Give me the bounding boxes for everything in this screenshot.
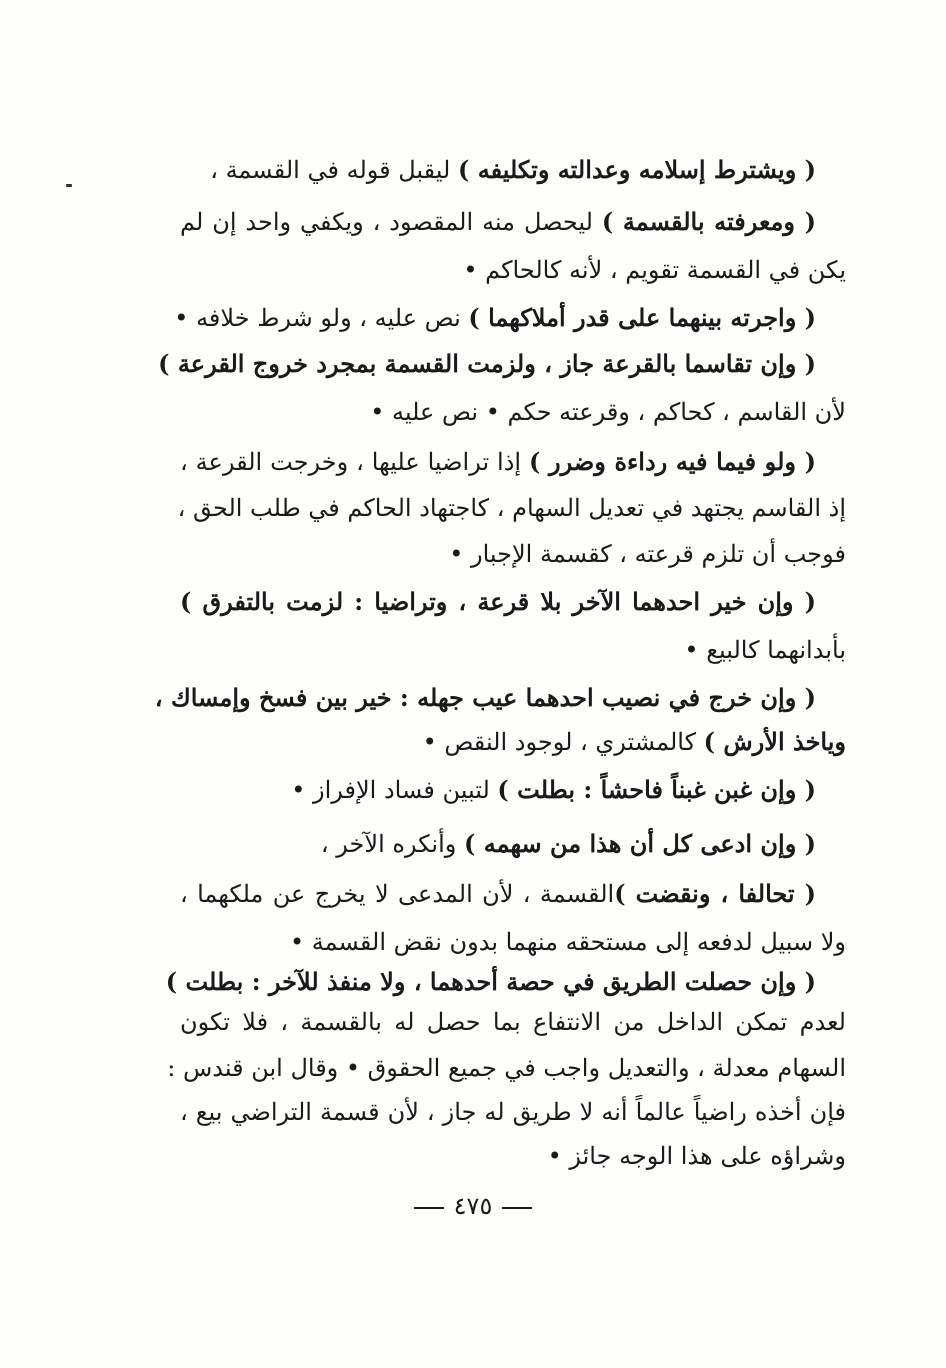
plain-phrase: لأن القاسم ، كحاكم ، وقرعته حكم • نص عليه •	[370, 398, 846, 426]
bold-phrase: ( ومعرفته بالقسمة )	[601, 207, 816, 236]
plain-phrase: فوجب أن تلزم قرعته ، كقسمة الإجبار •	[449, 540, 846, 568]
bold-phrase: ( وإن ادعى كل أن هذا من سهمه )	[464, 829, 816, 858]
text-line	[180, 632, 846, 668]
text-line	[154, 680, 816, 716]
plain-phrase: السهام معدلة ، والتعديل واجب في جميع الحقوق • وقال ابن قندس :	[167, 1054, 846, 1082]
text-line	[180, 1004, 846, 1040]
bold-phrase: ( ولو فيما فيه رداءة وضرر )	[529, 447, 816, 476]
text-line	[180, 394, 846, 430]
bold-phrase: ( وإن خير احدهما الآخر بلا قرعة ، وتراضيا : لزمت بالتفرق )	[180, 587, 816, 616]
plain-phrase: وأنكره الآخر ،	[320, 830, 457, 858]
plain-phrase: وشراؤه على هذا الوجه جائز •	[547, 1142, 846, 1170]
bold-phrase: ( وإن خرج في نصيب احدهما عيب جهله : خير بين فسخ وإمساك ،	[154, 683, 816, 712]
plain-phrase: نص عليه ، ولو شرط خلافه •	[174, 304, 461, 332]
plain-phrase: ولا سبيل لدفعه إلى مستحقه منهما بدون نقض القسمة •	[289, 928, 846, 956]
dash	[414, 1207, 444, 1209]
dash	[502, 1207, 532, 1209]
text-line	[180, 536, 846, 572]
bold-phrase: ( ويشترط إسلامه وعدالته وتكليفه )	[458, 155, 816, 184]
bold-phrase: وياخذ الأرش )	[703, 727, 846, 756]
page-number: ٤٧٥	[453, 1192, 493, 1220]
text-line	[180, 724, 846, 760]
text-line	[180, 204, 816, 240]
text-line	[180, 584, 816, 620]
plain-phrase: كالمشتري ، لوجود النقص •	[422, 728, 697, 756]
plain-phrase: بأبدانهما كالبيع •	[684, 636, 846, 664]
text-line	[180, 826, 816, 862]
text-line	[167, 1050, 846, 1086]
plain-phrase: القسمة ، لأن المدعى لا يخرج عن ملكهما ،	[180, 880, 615, 908]
plain-phrase: لعدم تمكن الداخل من الانتفاع بما حصل له بالقسمة ، فلا تكون	[180, 1008, 846, 1036]
text-line	[180, 1094, 846, 1130]
plain-phrase: يكن في القسمة تقويم ، لأنه كالحاكم •	[463, 256, 846, 284]
text-line	[180, 252, 846, 288]
plain-phrase: فإن أخذه راضياً عالماً أنه لا طريق له جاز ، لأن قسمة التراضي بيع ،	[180, 1098, 846, 1126]
page-number-row	[0, 1188, 946, 1224]
bold-phrase: ( واجرته بينهما على قدر أملاكهما )	[468, 303, 816, 332]
bold-phrase: ( تحالفا ، ونقضت )	[614, 879, 817, 908]
bold-phrase: ( وإن تقاسما بالقرعة جاز ، ولزمت القسمة بمجرد خروج القرعة )	[158, 349, 816, 378]
plain-phrase: إذ القاسم يجتهد في تعديل السهام ، كاجتهاد الحاكم في طلب الحق ،	[177, 494, 846, 522]
text-line	[174, 300, 816, 336]
plain-phrase: إذا تراضيا عليها ، وخرجت القرعة ،	[180, 448, 522, 476]
text-line	[180, 444, 816, 480]
text-line	[180, 876, 816, 912]
text-line	[180, 924, 846, 960]
plain-phrase: ليقبل قوله في القسمة ،	[210, 156, 451, 184]
bold-phrase: ( وإن غبن غبناً فاحشاً : بطلت )	[497, 775, 816, 804]
text-line	[180, 152, 816, 188]
text-line	[180, 772, 816, 808]
text-line	[158, 346, 816, 382]
text-line	[180, 1138, 846, 1174]
plain-phrase: ليحصل منه المقصود ، ويكفي واحد إن لم	[180, 208, 593, 236]
text-line	[165, 964, 816, 1000]
text-line	[177, 490, 846, 526]
bold-phrase: ( وإن حصلت الطريق في حصة أحدهما ، ولا منفذ للآخر : بطلت )	[165, 967, 816, 996]
plain-phrase: لتبين فساد الإفراز •	[291, 776, 490, 804]
scan-speck	[66, 184, 72, 187]
